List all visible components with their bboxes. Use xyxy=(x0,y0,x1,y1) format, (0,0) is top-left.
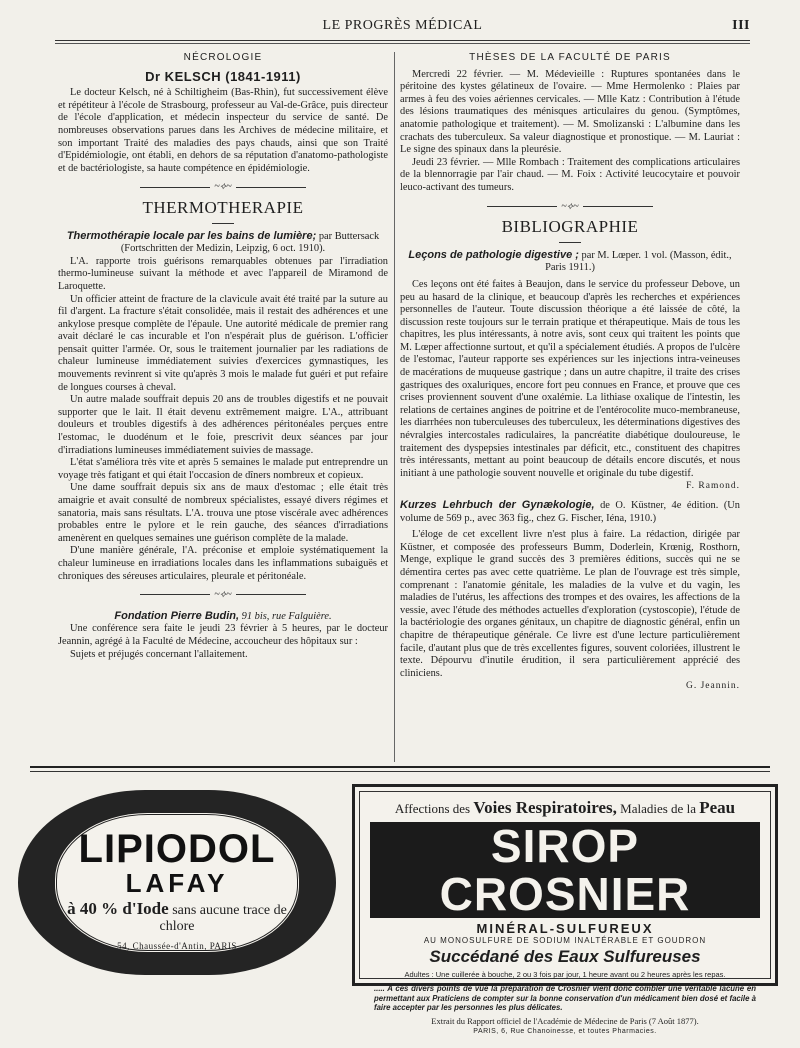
thermo-paragraph: L'état s'améliora très vite et après 5 semaines le malade put entreprendre un voyage très fatigant et qui était l'occasion de dîners nombreux et copieux. xyxy=(58,457,388,481)
header-rule-thin xyxy=(55,43,750,44)
biblio-item-1-head: Leçons de pathologie digestive ; xyxy=(408,248,579,261)
biblio-item-2-body: L'éloge de cet excellent livre n'est plus à faire. La rédaction, dirigée par Küstner, et composée des professeurs Bumm, Doderlein, Krœnig, Rosthorn, Menge, explique le grand succès des 3 premières éditions, succès qui ne se démentira certes pas avec cette quatrième. Le plan de l'ouvrage est très simple, comprenant : l'anatomie génitale, les maladies de la vulve et du vagin, les maladies de l'utérus, les affections des trompes et des ovaires, les affections de la vessie, avec l'étude des méthodes actuelles d'exploration (cystoscopie), l'étude de la bactériologie des organes génitaux, un chapitre de diagnostic général, enfin un chapitre de thérapeutique générale. Ce livre est d'une lecture particulièrement facile, d'autant plus que de très excellentes figures, souvent coloriées, illustrent le texte. Dépourvu d'inutile érudition, il sera particulièrement apprécié des cliniciens. xyxy=(400,529,740,679)
running-head xyxy=(55,18,750,40)
ads-separator xyxy=(30,766,770,768)
title-rule xyxy=(212,223,234,224)
section-flourish: ~⟡~ xyxy=(58,589,388,602)
biblio-item-2-ref: de O. Küstner, 4e édition. (Un volume de 569 p., avec 363 fig., chez G. Fischer, Iéna, 1910.) xyxy=(400,500,740,524)
necrologie-kicker: NÉCROLOGIE xyxy=(183,52,263,63)
biblio-item-1-signature: F. Ramond. xyxy=(686,481,740,492)
header-rule xyxy=(55,40,750,41)
title-rule xyxy=(559,242,581,243)
biblio-item-1-ref: par M. Lœper. 1 vol. (Masson, édit., Paris 1911.) xyxy=(545,249,732,274)
section-flourish: ~⟡~ xyxy=(400,201,740,214)
bibliographie-title: BIBLIOGRAPHIE xyxy=(501,217,639,237)
necrologie-body: Le docteur Kelsch, né à Schiltigheim (Bas-Rhin), fut successivement élève et répétiteur à l'école de Strasbourg, professeur au Val-de-Grâce, puis directeur de l'école d'application, et médecin inspecteur du service de santé. De nombreuses observations parues dans les Archives de médecine militaire, et son important Traité des maladies des pays chauds, ainsi que son Traité d'Epidémiologie, ont établi, en dehors de sa réputation d'anatomo-pathologiste et de bactériologiste, sa haute compétence en épidémiologie. xyxy=(58,87,388,174)
lipiodol-address: 54, Chaussée-d'Antin, PARIS xyxy=(117,941,237,951)
sirop-banner xyxy=(360,798,770,818)
ads-separator-thin xyxy=(30,771,770,772)
sirop-banner-c: Maladies de la xyxy=(616,801,700,816)
sirop-banner-a: Affections des xyxy=(394,801,474,816)
thermo-item-ref: par Buttersack (Fortschritten der Medizin, Leipzig, 6 oct. 1910). xyxy=(120,230,380,255)
thermo-paragraph: L'A. rapporte trois guérisons remarquables obtenues par l'irradiation thermo-lumineuse suivant la méthode et avec l'appareil de Miramond de Laroquette. xyxy=(58,255,388,292)
right-column xyxy=(400,52,740,693)
thermo-paragraph: Une dame souffrait depuis six ans de maux d'estomac ; elle était très amaigrie et avait consulté de nombreux spécialistes, essayé divers régimes et sanatoria, mais sans résultats. L'A. trouva une ptose viscérale avec adhérences probables entre le pylore et le rein gauche, des séances d'irradiations amenèrent en quelques semaines une guérison complète de la malade. xyxy=(58,482,388,544)
thermo-item-head: Thermothérapie locale par les bains de lumière; xyxy=(66,229,317,242)
biblio-item-2 xyxy=(400,499,740,525)
lipiodol-advertisement xyxy=(18,790,336,975)
sirop-extrait: Extrait du Rapport officiel de l'Académie de Médecine de Paris (7 Août 1877). xyxy=(431,1015,699,1026)
lipiodol-label xyxy=(54,812,300,953)
sirop-note: ..... A ces divers points de vue la préparation de Crosnier vient donc combler une véritable lacune en permettant aux Praticiens de compter sur la bonne conservation d'un médicament bien dosé et facile à faire accepter par les personnes les plus délicates. xyxy=(374,984,756,1012)
thermo-paragraph: Un autre malade souffrait depuis 20 ans de troubles digestifs et ne pouvait supporter que le lait. Il était devenu extrêmement maigre. L'A., attribuant douleurs et troubles digestifs à des adhérences péritonéales perçues entre l'estomac, le duodénum et le foie, prescrivit deux séances par jour d'irradiations lumineuses immédiatement suivies de massage. xyxy=(58,394,388,456)
sirop-address: PARIS, 6, Rue Chanoinesse, et toutes Pharmacies. xyxy=(473,1027,657,1035)
thermo-paragraph: D'une manière générale, l'A. préconise et emploie systématiquement la chaleur lumineuse en irradiations locales dans les inflammations subaiguës et chroniques des séreuses articulaires, pleurale et péritonéale. xyxy=(58,545,388,582)
lipiodol-name: LIPIODOL xyxy=(78,827,276,871)
fondation-paragraph: Sujets et préjugés concernant l'allaitement. xyxy=(70,648,248,660)
sirop-banner-d: Peau xyxy=(699,798,736,817)
sirop-composition: AU MONOSULFURE DE SODIUM INALTÉRABLE ET GOUDRON xyxy=(423,936,707,945)
section-flourish: ~⟡~ xyxy=(58,181,388,194)
lipiodol-iode xyxy=(57,901,297,935)
biblio-item-1-body: Ces leçons ont été faites à Beaujon, dans le service du professeur Debove, un peu au hasard de la clinique, et beaucoup d'après les recherches et expériences personnelles de l'auteur. Toute discussion théorique a été laissée de côté, la discussion reste toujours sur le terrain pratique et thérapeutique. Mais de tous les chapitres, les plus intéressants, à notre avis, sont ceux qui traitent les points que M. Lœper affectionne surtout, et qu'il a spécialement étudiés. A propos de l'ulcère de l'estomac, l'auteur rapporte ses expériences sur les injections intra-veineuses de macérations de muqueuse gastrique ; dans un autre chapitre, il traite des crises gastriques des oxaluriques, encore fort peu connues en France, et prouve que ces crises proviennent souvent d'une oxalémie. La lithiase oxalique de l'intestin, les relations de certaines angines de poitrine et de l'entérocolite muco-membraneuse, les diarrhées non tuberculeuses des tuberculeux, les déterminations digestives des névralgies intercostales radiculaires, la pancréatite diabétique douloureuse, le traitement des dyspepsies intestinales par déficit, etc., constituent des chapitres très intéressants, mettant au point beaucoup de détails encore discutés, et nous initiant à une pathologie souvent nouvelle et originale du tube digestif. xyxy=(400,278,740,479)
sirop-frame xyxy=(359,791,771,1035)
biblio-item-1 xyxy=(400,249,740,275)
biblio-item-2-head: Kurzes Lehrbuch der Gynækologie, xyxy=(400,499,595,511)
sirop-dosage: Adultes : Une cuillerée à bouche, 2 ou 3 fois par jour, 1 heure avant ou 2 heures après les repas. xyxy=(404,970,726,979)
lipiodol-iode-note: sans aucune trace de chlore xyxy=(159,903,287,934)
sirop-crosnier-advertisement xyxy=(352,784,778,1035)
sirop-brand: SIROP CROSNIER xyxy=(370,822,760,918)
lipiodol-maker: LAFAY xyxy=(125,868,229,898)
fondation-item-head: Fondation Pierre Budin, xyxy=(114,609,240,622)
page-number: III xyxy=(732,18,750,33)
necrologie-heading: Dr KELSCH (1841-1911) xyxy=(145,68,301,84)
fondation-item xyxy=(58,610,388,624)
biblio-item-2-signature: G. Jeannin. xyxy=(685,681,740,692)
thermo-paragraph: Un officier atteint de fracture de la clavicule avait été traité par la suture au fil d'argent. La fracture s'était consolidée, mais il restait des adhérences et une ankylose presque complète de l'épaule. Une autorité médicale de premier rang avait déclaré le cas incurable et l'on n'espérait plus de guérison. L'officier pensait quitter l'armée. Or, sous le traitement journalier par les radiations de chaleur lumineuse immédiatement suivies d'exercices gymnastiques, les mouvements revinrent si vite qu'après 3 mois le malade fut guéri et put refaire de longues courses à cheval. xyxy=(58,293,388,393)
theses-kicker: THÈSES DE LA FACULTÉ DE PARIS xyxy=(469,52,671,63)
left-column xyxy=(58,52,388,661)
lipiodol-iode-percent: à 40 % d'Iode xyxy=(67,899,169,918)
fondation-item-ref: 91 bis, rue Falguière. xyxy=(241,610,332,622)
journal-title: LE PROGRÈS MÉDICAL xyxy=(322,18,483,33)
fondation-paragraph: Une conférence sera faite le jeudi 23 février à 5 heures, par le docteur Jeannin, agrégé à la Faculté de Médecine, accoucheur des hôpitaux sur : xyxy=(58,623,388,647)
thermotherapie-title: THERMOTHERAPIE xyxy=(142,197,304,217)
thermo-item xyxy=(58,230,388,256)
sirop-banner-b: Voies Respiratoires, xyxy=(473,798,617,817)
theses-paragraph: Mercredi 22 février. — M. Médevieille : Ruptures spontanées dans le péritoine des kystes gélatineux de l'ovaire. — Mme Hermolenko : Plaies par armes à feu des voies aériennes cervicales. — Mlle Katz : Contribution à l'étude des lésions traumatiques des ménisques articulaires du genou. (Symptômes, anatomie pathologique et traitement). — M. Smolizanski : L'albumine dans les crachats des tuberculeux. Sa valeur diagnostique et pronostique. — M. Lauriat : Le signe des spinaux dans la pleurésie. xyxy=(400,68,740,156)
theses-paragraph: Jeudi 23 février. — Mlle Rombach : Traitement des complications articulaires de la blennorragie par l'air chaud. — M. Foix : Activité leucocytaire et pouvoir leuco-activant des tumeurs. xyxy=(400,156,740,193)
sirop-mineral: MINÉRAL-SULFUREUX xyxy=(476,921,654,936)
column-divider xyxy=(394,52,395,762)
sirop-succedane: Succédané des Eaux Sulfureuses xyxy=(429,947,701,966)
